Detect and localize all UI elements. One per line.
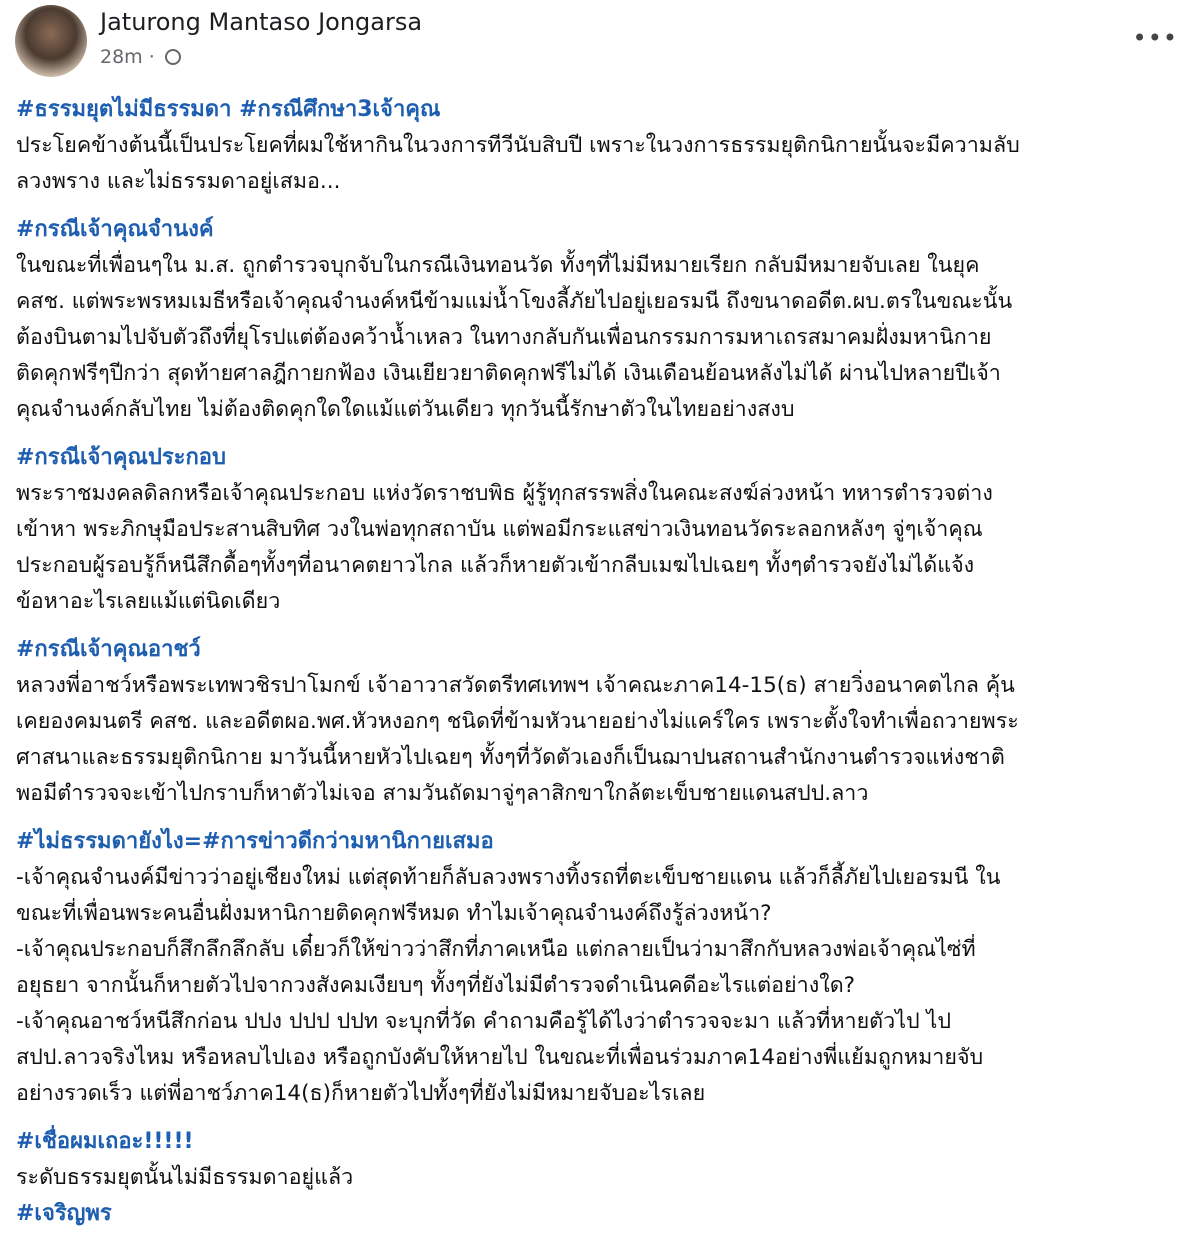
post-text-line: ขณะที่เพื่อนพระคนอื่นฝั่งมหานิกายติดคุกฟรีหมด ทำไมเจ้าคุณจำนงค์ถึงรู้ล่วงหน้า?: [16, 901, 772, 926]
hashtag-link[interactable]: #ธรรมยุตไม่มีธรรมดา #กรณีศึกษา3เจ้าคุณ: [16, 97, 441, 122]
post-text-line: พอมีตำรวจจะเข้าไปกราบก็หาตัวไม่เจอ สามวันถัดมาจู่ๆลาสิกขาใกล้ตะเข็บชายแดนสปป.ลาว: [16, 781, 869, 806]
post-text-line: เคยองคมนตรี คสช. และอดีตผอ.พศ.หัวหงอกๆ ชนิดที่ข้ามหัวนายอย่างไม่แคร์ใคร เพราะตั้งใจทำเพื่อถวายพระ: [16, 709, 1019, 734]
post-text-line: หลวงพี่อาชว์หรือพระเทพวชิรปาโมกข์ เจ้าอาวาสวัดตรีทศเทพฯ เจ้าคณะภาค14-15(ธ) สายวิ่งอนาคตไกล คุ้น: [16, 673, 1015, 698]
post-text-line: คสช. แต่พระพรหมเมธีหรือเจ้าคุณจำนงค์หนีข้ามแม่น้ำโขงลี้ภัยไปอยู่เยอรมนี ถึงขนาดอดีต.ผบ.ตรในขณะนั้น: [16, 289, 1013, 314]
post-text-line: ติดคุกฟรีๆปีกว่า สุดท้ายศาลฎีกายกฟ้อง เงินเยียวยาติดคุกฟรีไม่ได้ เงินเดือนย้อนหลังไม่ได้ ผ่านไปหลายปีเจ้า: [16, 361, 1001, 386]
hashtag-link[interactable]: #เชื่อผมเถอะ!!!!!: [16, 1129, 194, 1154]
post-text-line: -เจ้าคุณอาชว์หนีสึกก่อน ปปง ปปป ปปท จะบุกที่วัด คำถามคือรู้ได้ไงว่าตำรวจจะมา แล้วที่หายตัวไป ไป: [16, 1009, 951, 1034]
post-text-line: ระดับธรรมยุตนั้นไม่มีธรรมดาอยู่แล้ว: [16, 1165, 354, 1190]
post-body: [16, 92, 1196, 1232]
post-text-line: -เจ้าคุณประกอบก็สึกลึกลึกลับ เดี๋ยวก็ให้ข่าวว่าสึกที่ภาคเหนือ แต่กลายเป็นว่ามาสึกกับหลวงพ่อเจ้าคุณไซ่ที่: [16, 937, 976, 962]
hashtag-link[interactable]: #เจริญพร: [16, 1201, 112, 1226]
hashtag-link[interactable]: #กรณีเจ้าคุณจำนงค์: [16, 217, 214, 242]
post-text-line: อย่างรวดเร็ว แต่พี่อาชว์ภาค14(ธ)ก็หายตัวไปทั้งๆที่ยังไม่มีหมายจับอะไรเลย: [16, 1081, 706, 1106]
post-text-line: ประกอบผู้รอบรู้ก็หนีสึกดื้อๆทั้งๆที่อนาคตยาวไกล แล้วก็หายตัวเข้ากลีบเมฆไปเฉยๆ ทั้งๆตำรวจยังไม่ได้แจ้ง: [16, 553, 975, 578]
post-time[interactable]: 28m: [100, 46, 143, 68]
meta-separator: ·: [148, 46, 155, 68]
hashtag-link[interactable]: #กรณีเจ้าคุณอาชว์: [16, 637, 201, 662]
post-text-line: -เจ้าคุณจำนงค์มีข่าวว่าอยู่เชียงใหม่ แต่สุดท้ายก็ลับลวงพรางทิ้งรถที่ตะเข็บชายแดน แล้วก็ลี้ภัยไปเยอรมนี ใน: [16, 865, 1001, 890]
post-text-line: เข้าหา พระภิกษุมือประสานสิบทิศ วงในพ่อทุกสถาบัน แต่พอมีกระแสข่าวเงินทอนวัดระลอกหลังๆ จู่ๆเจ้าคุณ: [16, 517, 983, 542]
hashtag-link[interactable]: #ไม่ธรรมดายังไง=#การข่าวดีกว่ามหานิกายเสมอ: [16, 829, 494, 854]
post-text-line: ประโยคข้างต้นนี้เป็นประโยคที่ผมใช้หากินในวงการทีวีนับสิบปี เพราะในวงการธรรมยุติกนิกายนั้นจะมีความลับ: [16, 133, 1020, 158]
post-text-line: คุณจำนงค์กลับไทย ไม่ต้องติดคุกใดใดแม้แต่วันเดียว ทุกวันนี้รักษาตัวในไทยอย่างสงบ: [16, 397, 795, 422]
post-text-line: พระราชมงคลดิลกหรือเจ้าคุณประกอบ แห่งวัดราชบพิธ ผู้รู้ทุกสรรพสิ่งในคณะสงฆ์ล่วงหน้า ทหารตำรวจต่าง: [16, 481, 993, 506]
post-text-line: ต้องบินตามไปจับตัวถึงที่ยุโรปแต่ต้องคว้าน้ำเหลว ในทางกลับกันเพื่อนกรรมการมหาเถรสมาคมฝั่งมหานิกาย: [16, 325, 992, 350]
post-text-line: สปป.ลาวจริงไหม หรือหลบไปเอง หรือถูกบังคับให้หายไป ในขณะที่เพื่อนร่วมภาค14อย่างพี่แย้มถูกหมายจับ: [16, 1045, 984, 1070]
globe-icon[interactable]: [165, 49, 181, 65]
post-text-line: ข้อหาอะไรเลยแม้แต่นิดเดียว: [16, 589, 281, 614]
more-options-icon[interactable]: •••: [1132, 24, 1178, 52]
post-text-line: อยุธยา จากนั้นก็หายตัวไปจากวงสังคมเงียบๆ ทั้งๆที่ยังไม่มีตำรวจดำเนินคดีอะไรแต่อย่างใด?: [16, 973, 856, 998]
post-text-line: ศาสนาและธรรมยุติกนิกาย มาวันนี้หายหัวไปเฉยๆ ทั้งๆที่วัดตัวเองก็เป็นฌาปนสถานสำนักงานตำรวจแห่งชาติ: [16, 745, 1005, 770]
avatar[interactable]: [15, 5, 87, 77]
post-text-line: ในขณะที่เพื่อนๆใน ม.ส. ถูกตำรวจบุกจับในกรณีเงินทอนวัด ทั้งๆที่ไม่มีหมายเรียก กลับมีหมายจับเลย ในยุค: [16, 253, 980, 278]
author-name[interactable]: Jaturong Mantaso Jongarsa: [100, 8, 423, 36]
post-text-line: ลวงพราง และไม่ธรรมดาอยู่เสมอ...: [16, 169, 341, 194]
post-meta: [100, 46, 181, 68]
hashtag-link[interactable]: #กรณีเจ้าคุณประกอบ: [16, 445, 226, 470]
post-header: [0, 0, 1200, 96]
